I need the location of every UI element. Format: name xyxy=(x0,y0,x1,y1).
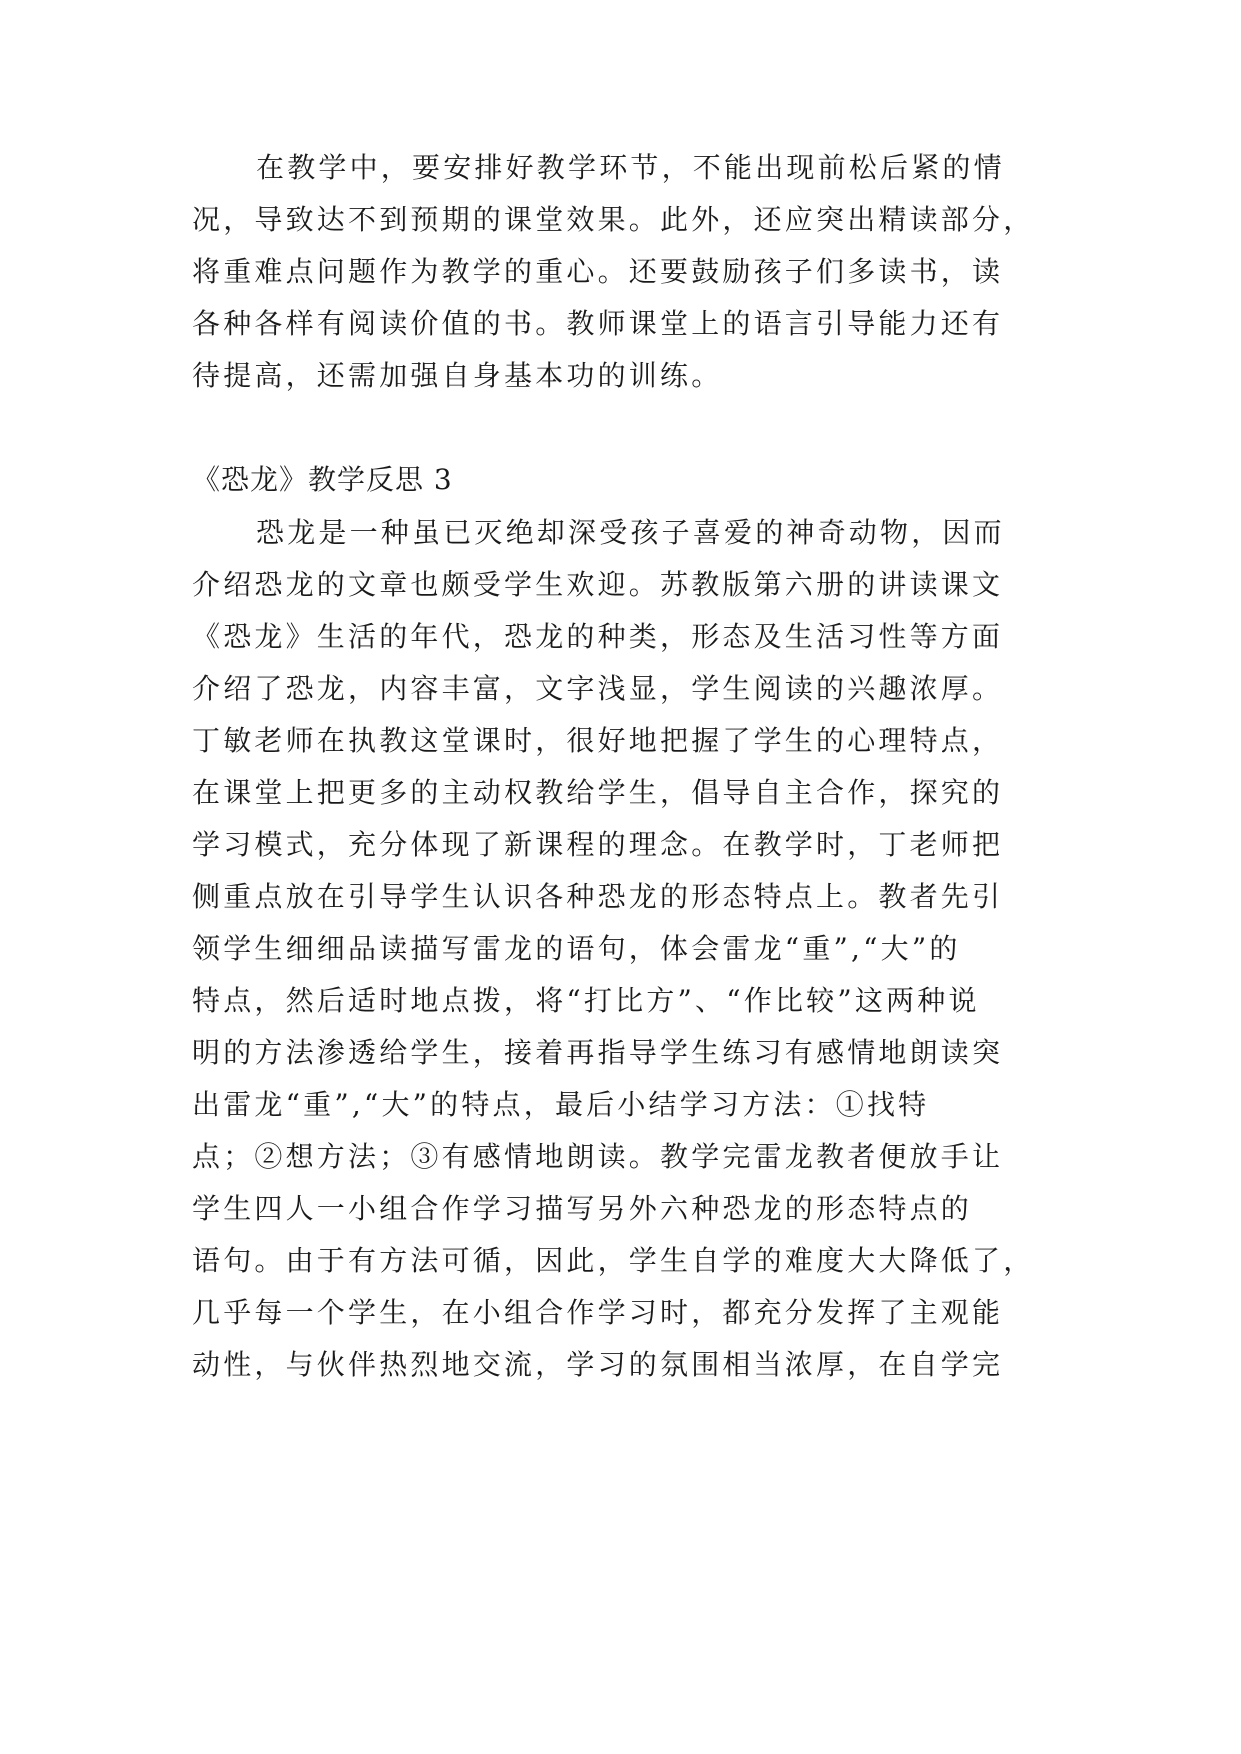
paragraph-2-line-5: 丁敏老师在执教这堂课时，很好地把握了学生的心理特点， xyxy=(192,724,1004,757)
paragraph-2-line-4: 介绍了恐龙，内容丰富，文字浅显，学生阅读的兴趣浓厚。 xyxy=(192,672,1004,705)
paragraph-2-line-16: 几乎每一个学生，在小组合作学习时，都充分发挥了主观能 xyxy=(192,1296,1004,1329)
paragraph-2-line-15: 语句。由于有方法可循，因此，学生自学的难度大大降低了， xyxy=(192,1244,1035,1277)
paragraph-2-line-13: 点；②想方法；③有感情地朗读。教学完雷龙教者便放手让 xyxy=(192,1140,1004,1173)
section-heading: 《恐龙》教学反思 3 xyxy=(192,463,453,496)
paragraph-1-line-2: 况，导致达不到预期的课堂效果。此外，还应突出精读部分， xyxy=(192,203,1035,236)
paragraph-2-line-7: 学习模式，充分体现了新课程的理念。在教学时，丁老师把 xyxy=(192,828,1004,861)
paragraph-2-line-2: 介绍恐龙的文章也颇受学生欢迎。苏教版第六册的讲读课文 xyxy=(192,568,1004,601)
paragraph-1-line-1: 在教学中，要安排好教学环节，不能出现前松后紧的情 xyxy=(256,151,1005,184)
paragraph-1-line-4: 各种各样有阅读价值的书。教师课堂上的语言引导能力还有 xyxy=(192,307,1004,340)
paragraph-1-line-3: 将重难点问题作为教学的重心。还要鼓励孩子们多读书，读 xyxy=(192,255,1004,288)
paragraph-1-line-5: 待提高，还需加强自身基本功的训练。 xyxy=(192,359,723,392)
paragraph-2-line-8: 侧重点放在引导学生认识各种恐龙的形态特点上。教者先引 xyxy=(192,880,1004,913)
paragraph-2-line-12: 出雷龙“重”,“大”的特点，最后小结学习方法：①找特 xyxy=(192,1088,930,1121)
paragraph-2-line-6: 在课堂上把更多的主动权教给学生，倡导自主合作，探究的 xyxy=(192,776,1004,809)
paragraph-2-line-11: 明的方法渗透给学生，接着再指导学生练习有感情地朗读突 xyxy=(192,1036,1004,1069)
paragraph-2-line-14: 学生四人一小组合作学习描写另外六种恐龙的形态特点的 xyxy=(192,1192,973,1225)
paragraph-2-line-3: 《恐龙》生活的年代，恐龙的种类，形态及生活习性等方面 xyxy=(192,620,1004,653)
paragraph-2-line-9: 领学生细细品读描写雷龙的语句，体会雷龙“重”,“大”的 xyxy=(192,932,961,965)
paragraph-2-line-17: 动性，与伙伴热烈地交流，学习的氛围相当浓厚，在自学完 xyxy=(192,1348,1004,1381)
paragraph-2-line-10: 特点，然后适时地点拨，将“打比方”、“作比较”这两种说 xyxy=(192,984,980,1017)
paragraph-2-line-1: 恐龙是一种虽已灭绝却深受孩子喜爱的神奇动物，因而 xyxy=(256,516,1005,549)
